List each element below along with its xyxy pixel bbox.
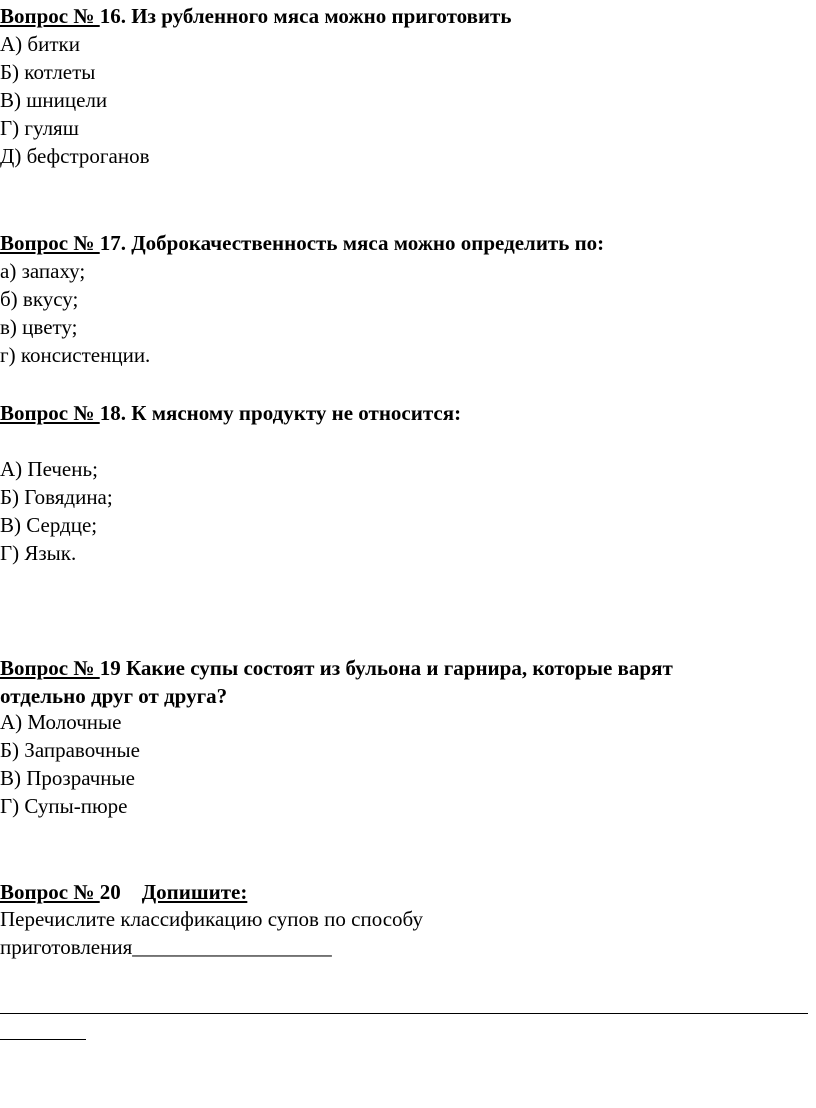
question-gap	[121, 880, 142, 904]
task-text: Перечислите классификацию супов по способу	[0, 907, 423, 931]
question-18-title	[0, 399, 461, 427]
answer-option: в) цвету;	[0, 315, 78, 339]
answer-option: Б) Заправочные	[0, 738, 140, 762]
question-text: Какие супы состоят из бульона и гарнира, которые варят	[120, 656, 673, 680]
answer-option: Б) Говядина;	[0, 485, 113, 509]
question-number: 17.	[99, 231, 126, 255]
question-17-title	[0, 229, 604, 257]
question-label: Вопрос №	[0, 4, 100, 28]
answer-option: В) Прозрачные	[0, 766, 135, 790]
question-16-title	[0, 2, 511, 30]
answer-blank-line-end[interactable]	[0, 1039, 86, 1040]
task-text-with-blank: приготовления___________________	[0, 935, 332, 959]
answer-option: Д) бефстроганов	[0, 144, 150, 168]
answer-option: А) Печень;	[0, 457, 98, 481]
question-label: Вопрос №	[0, 401, 100, 425]
answer-option: Г) Язык.	[0, 541, 77, 565]
question-19-title-continued: отдельно друг от друга?	[0, 684, 228, 708]
question-20-title	[0, 878, 247, 906]
question-text: Из рубленного мяса можно приготовить	[125, 4, 512, 28]
answer-option: А) Молочные	[0, 710, 122, 734]
answer-option: Г) гуляш	[0, 116, 79, 140]
question-number: 16.	[99, 4, 126, 28]
answer-blank-line[interactable]	[0, 1013, 808, 1014]
answer-option: а) запаху;	[0, 259, 86, 283]
answer-option: А) битки	[0, 32, 80, 56]
question-number: 19	[99, 656, 121, 680]
answer-option: В) Сердце;	[0, 513, 98, 537]
question-19-title	[0, 654, 673, 682]
answer-option: Г) Супы-пюре	[0, 794, 128, 818]
question-task: Допишите:	[141, 880, 248, 904]
answer-option: г) консистенции.	[0, 343, 151, 367]
question-text: Доброкачественность мяса можно определить по:	[125, 231, 605, 255]
question-number: 20	[99, 880, 121, 904]
answer-option: В) шницели	[0, 88, 108, 112]
question-label: Вопрос №	[0, 880, 100, 904]
question-number: 18.	[99, 401, 126, 425]
question-text: К мясному продукту не относится:	[125, 401, 462, 425]
question-label: Вопрос №	[0, 656, 100, 680]
question-label: Вопрос №	[0, 231, 100, 255]
answer-option: Б) котлеты	[0, 60, 96, 84]
answer-option: б) вкусу;	[0, 287, 79, 311]
